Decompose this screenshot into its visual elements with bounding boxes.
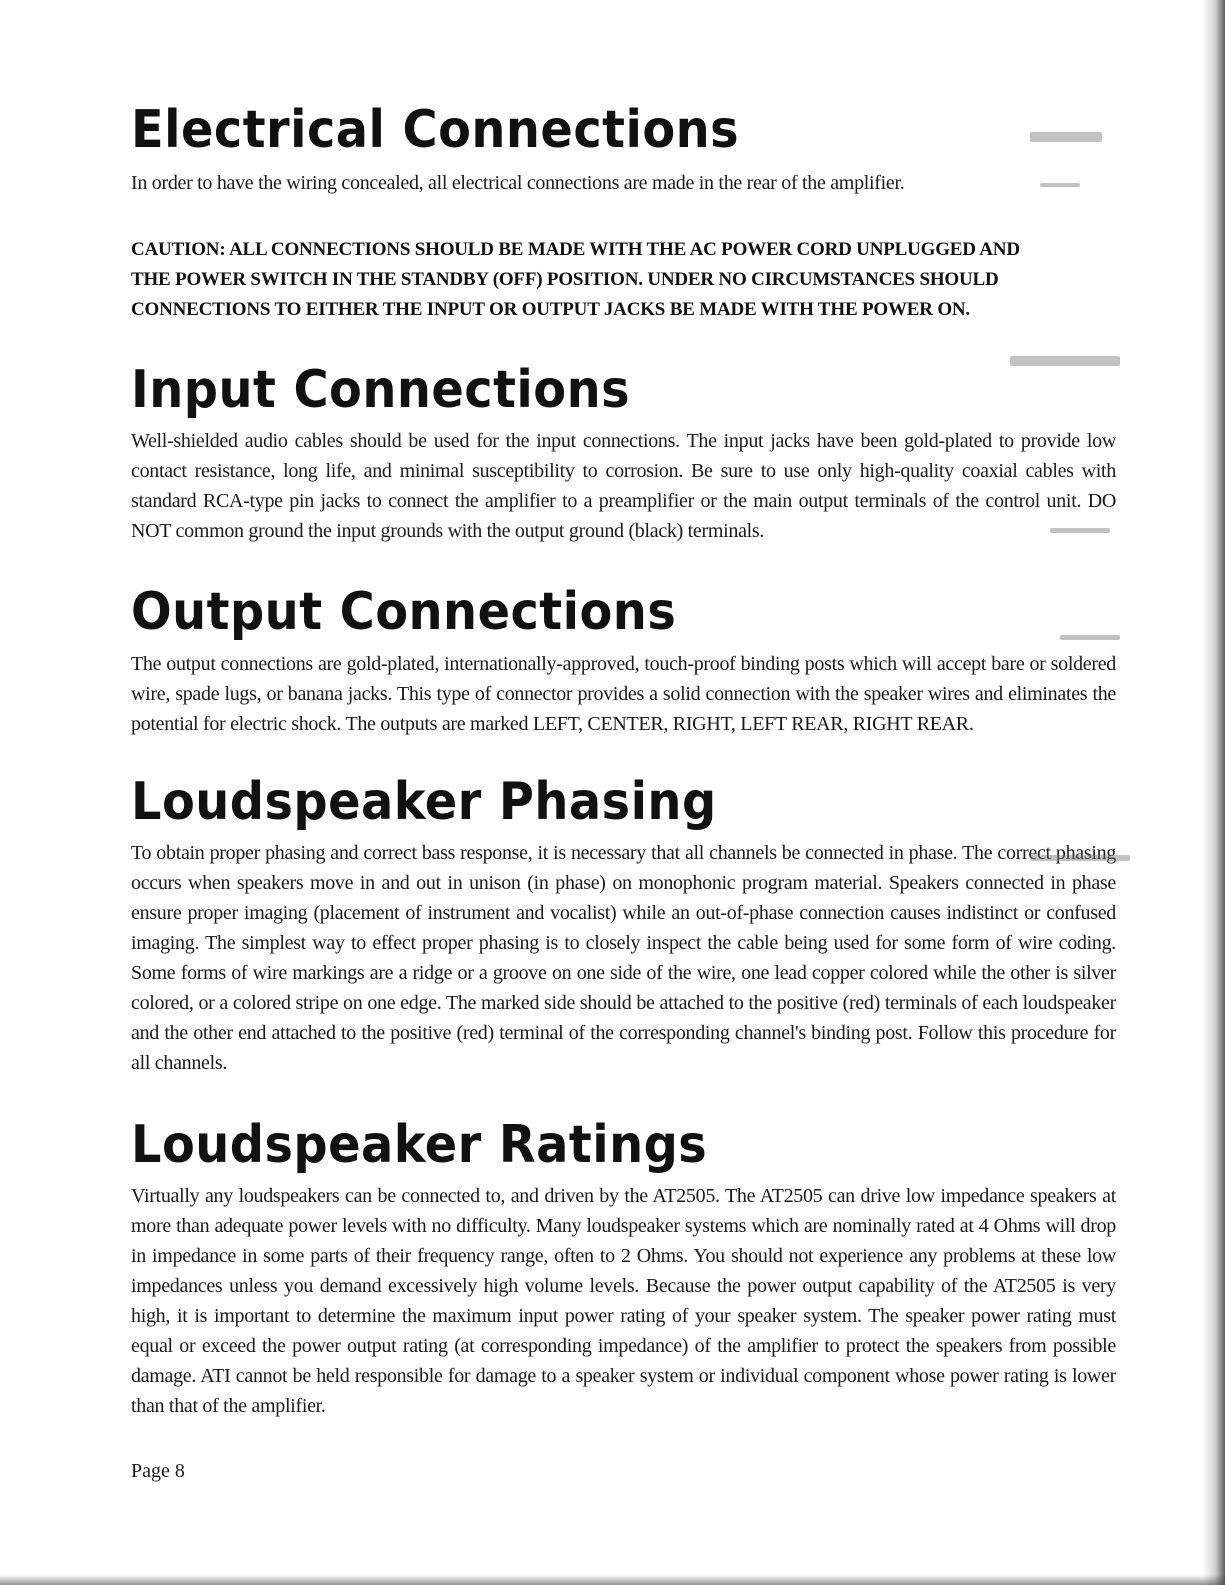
scan-speck <box>1010 356 1120 366</box>
scan-speck <box>1060 635 1120 640</box>
loudspeaker-ratings-text: Virtually any loudspeakers can be connected to, and driven by the AT2505. The AT2505 can drive low impedance speakers at more than adequate power levels with no difficulty. Many loudspeaker systems which are nominally rated at 4 Ohms will drop in impedance in some parts of their frequency range, often to 2 Ohms. You should not experience any problems at these low impedances unless you demand excessively high volume levels. Because the power output capability of the AT2505 is very high, it is important to determine the maximum input power rating of your speaker system. The speaker power rating must equal or exceed the power output rating (at corresponding impedance) of the amplifier to protect the speakers from possible damage. ATI cannot be held responsible for damage to a speaker system or individual component whose power rating is lower than that of the amplifier. <box>131 1185 1116 1417</box>
electrical-intro-text: In order to have the wiring concealed, all electrical connections are made in the rear of the amplifier. <box>131 172 905 194</box>
heading-input-connections: Input Connections <box>131 360 631 420</box>
input-connections-text: Well-shielded audio cables should be used for the input connections. The input jacks have been gold-plated to provide low contact resistance, long life, and minimal susceptibility to corrosion. Be sure to use only high-quality coaxial cables with standard RCA-type pin jacks to connect the amplifier to a preamplifier or the main output terminals of the control unit. DO NOT common ground the input grounds with the output ground (black) terminals. <box>131 430 1116 542</box>
page-number: Page 8 <box>131 1460 185 1482</box>
scan-speck <box>1040 183 1080 187</box>
scan-speck <box>1050 528 1110 533</box>
caution-line: CAUTION: ALL CONNECTIONS SHOULD BE MADE WITH THE AC POWER CORD UNPLUGGED AND <box>131 239 1020 260</box>
heading-loudspeaker-phasing: Loudspeaker Phasing <box>131 772 717 832</box>
caution-line: CONNECTIONS TO EITHER THE INPUT OR OUTPUT JACKS BE MADE WITH THE POWER ON. <box>131 299 970 320</box>
scan-speck <box>1030 855 1130 861</box>
output-connections-text: The output connections are gold-plated, internationally-approved, touch-proof binding posts which will accept bare or soldered wire, spade lugs, or banana jacks. This type of connector provides a solid connection with the speaker wires and eliminates the potential for electric shock. The outputs are marked LEFT, CENTER, RIGHT, LEFT REAR, RIGHT REAR. <box>131 653 1116 735</box>
heading-output-connections: Output Connections <box>131 582 677 642</box>
heading-loudspeaker-ratings: Loudspeaker Ratings <box>131 1115 708 1175</box>
caution-block <box>131 235 1061 325</box>
caution-line: THE POWER SWITCH IN THE STANDBY (OFF) POSITION. UNDER NO CIRCUMSTANCES SHOULD <box>131 269 999 290</box>
scan-bottom-shadow <box>0 1575 1225 1585</box>
heading-electrical-connections: Electrical Connections <box>131 100 740 160</box>
scan-edge-shadow <box>1203 0 1225 1585</box>
scan-speck <box>1030 132 1102 142</box>
loudspeaker-phasing-text: To obtain proper phasing and correct bass response, it is necessary that all channels be connected in phase. The correct phasing occurs when speakers move in and out in unison (in phase) on monophonic program material. Speakers connected in phase ensure proper imaging (placement of instrument and vocalist) while an out-of-phase connection causes indistinct or confused imaging. The simplest way to effect proper phasing is to closely inspect the cable being used for some form of wire coding. Some forms of wire markings are a ridge or a groove on one side of the wire, one lead copper colored while the other is silver colored, or a colored stripe on one edge. The marked side should be attached to the positive (red) terminals of each loudspeaker and the other end attached to the positive (red) terminal of the corresponding channel's binding post. Follow this procedure for all channels. <box>131 842 1116 1074</box>
